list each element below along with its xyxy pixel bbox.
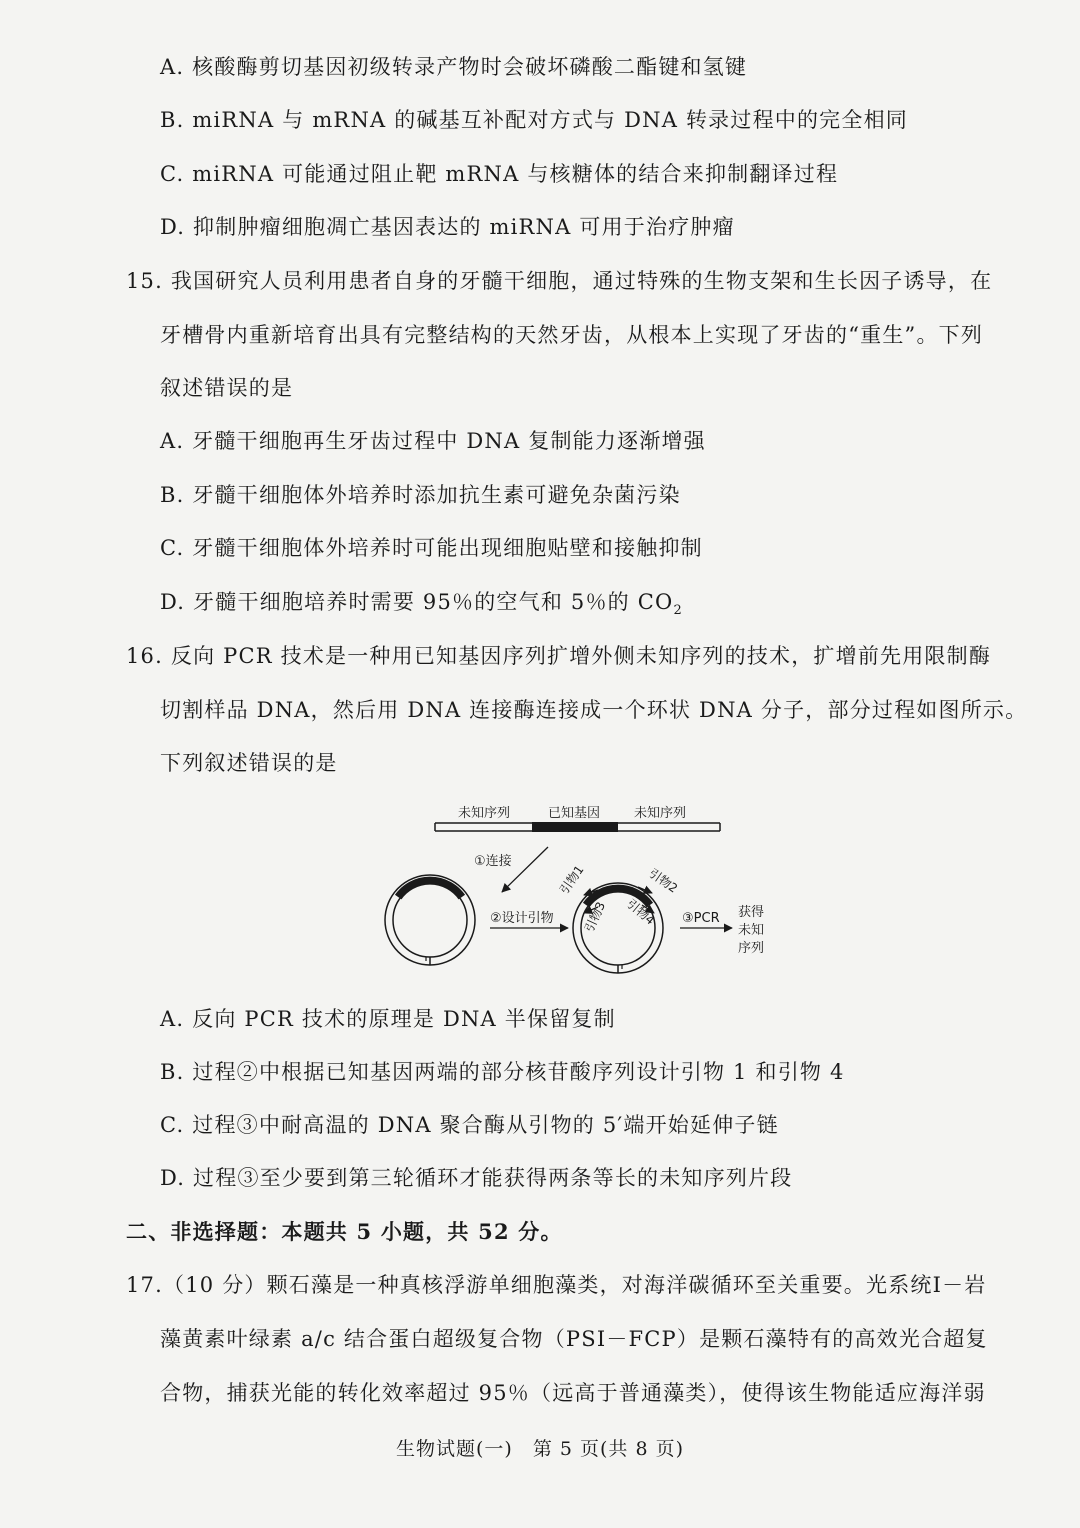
label-unknown-seq-right: 未知序列 <box>633 806 687 821</box>
q15-stem-line1: 15. 我国研究人员利用患者自身的牙髓干细胞，通过特殊的生物支架和生长因子诱导，在 <box>126 269 993 293</box>
q17-stem-line3: 合物，捕获光能的转化效率超过 95％（远高于普通藻类），使得该生物能适应海洋弱 <box>160 1381 986 1405</box>
q16-option-d: D. 过程③至少要到第三轮循环才能获得两条等长的未知序列片段 <box>160 1166 793 1190</box>
q15-option-a: A. 牙髓干细胞再生牙齿过程中 DNA 复制能力逐渐增强 <box>160 429 706 453</box>
inverse-pcr-diagram <box>380 795 780 990</box>
step2-label: ②设计引物 <box>490 911 554 926</box>
primer3-label: 引物3 <box>582 899 609 935</box>
q15-option-c: C. 牙髓干细胞体外培养时可能出现细胞贴壁和接触抑制 <box>160 536 703 560</box>
result-label-line2: 未知 <box>738 923 765 938</box>
q14-option-a: A. 核酸酶剪切基因初级转录产物时会破坏磷酸二酯键和氢键 <box>160 55 748 79</box>
q17-stem-line2: 藻黄素叶绿素 a/c 结合蛋白超级复合物（PSⅠ－FCP）是颗石藻特有的高效光合超复 <box>160 1327 988 1351</box>
page-footer: 生物试题(一) 第 5 页(共 8 页) <box>396 1438 684 1460</box>
primer2-label: 引物2 <box>646 865 681 896</box>
linear-dna <box>435 822 720 832</box>
q16-stem-line3: 下列叙述错误的是 <box>160 751 338 775</box>
step3-label: ③PCR <box>682 911 720 926</box>
label-unknown-seq-left: 未知序列 <box>457 806 511 821</box>
primer1-label: 引物1 <box>556 862 587 897</box>
q16-stem-line1: 16. 反向 PCR 技术是一种用已知基因序列扩增外侧未知序列的技术，扩增前先用限制酶 <box>126 644 992 668</box>
q15-stem-line2: 牙槽骨内重新培育出具有完整结构的天然牙齿，从根本上实现了牙齿的“重生”。下列 <box>160 323 984 347</box>
known-gene-arc-left <box>398 881 462 897</box>
q17-stem-line1: 17.（10 分）颗石藻是一种真核浮游单细胞藻类，对海洋碳循环至关重要。光系统Ⅰ－岩 <box>126 1273 987 1297</box>
q14-option-b: B. miRNA 与 mRNA 的碱基互补配对方式与 DNA 转录过程中的完全相同 <box>160 108 908 132</box>
q15-option-b: B. 牙髓干细胞体外培养时添加抗生素可避免杂菌污染 <box>160 483 681 507</box>
known-gene-segment <box>532 822 618 832</box>
q15-option-d-text: D. 牙髓干细胞培养时需要 95％的空气和 5％的 CO <box>160 590 674 614</box>
result-label-line1: 获得 <box>738 905 765 920</box>
q15-stem-line3: 叙述错误的是 <box>160 376 294 400</box>
label-known-gene: 已知基因 <box>547 806 601 821</box>
step1-label: ①连接 <box>474 854 512 869</box>
primer4-label: 引物4 <box>624 896 658 928</box>
q14-option-c: C. miRNA 可能通过阻止靶 mRNA 与核糖体的结合来抑制翻译过程 <box>160 162 839 186</box>
q15-option-d-subscript: 2 <box>673 603 683 619</box>
q16-option-c: C. 过程③中耐高温的 DNA 聚合酶从引物的 5′端开始延伸子链 <box>160 1113 779 1137</box>
q15-option-d <box>160 587 683 626</box>
q16-option-a: A. 反向 PCR 技术的原理是 DNA 半保留复制 <box>160 1007 616 1031</box>
q16-stem-line2: 切割样品 DNA，然后用 DNA 连接酶连接成一个环状 DNA 分子，部分过程如图所示。 <box>160 698 1028 722</box>
section-heading: 二、非选择题：本题共 5 小题，共 52 分。 <box>126 1219 563 1244</box>
q14-option-d: D. 抑制肿瘤细胞凋亡基因表达的 miRNA 可用于治疗肿瘤 <box>160 215 735 239</box>
circular-dna-left <box>385 875 475 965</box>
result-label-line3: 序列 <box>738 941 765 956</box>
q16-option-b: B. 过程②中根据已知基因两端的部分核苷酸序列设计引物 1 和引物 4 <box>160 1060 845 1084</box>
